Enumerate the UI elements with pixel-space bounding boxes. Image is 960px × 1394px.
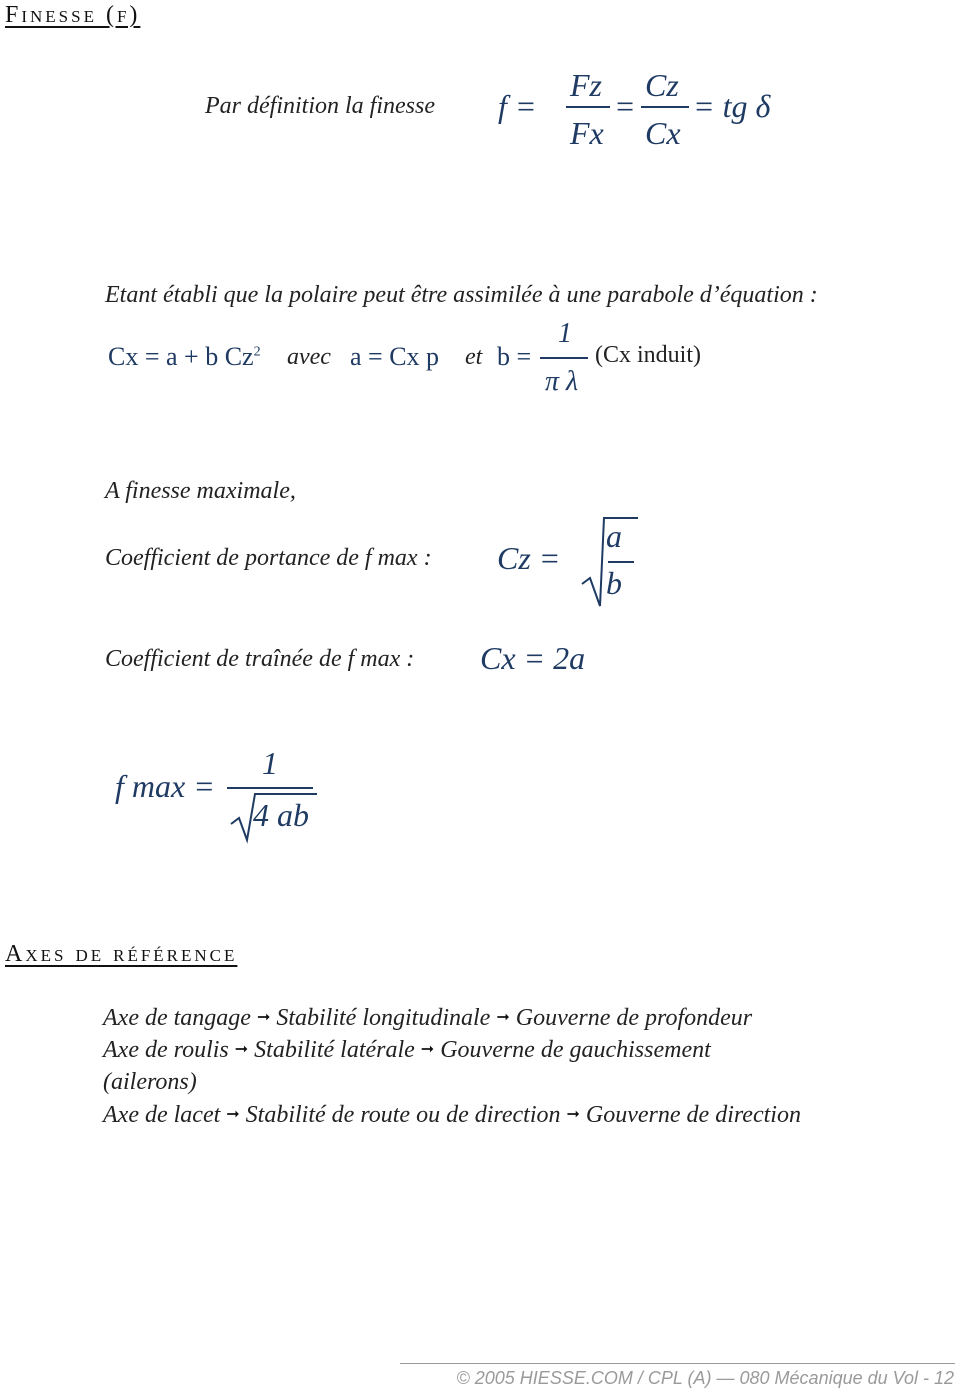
polar-denominator: π λ bbox=[545, 366, 579, 397]
polar-equation bbox=[108, 342, 261, 372]
axis-stability: Stabilité longitudinale bbox=[276, 1005, 491, 1031]
fmax-lhs: f max = bbox=[115, 768, 215, 804]
cz-equation: Cz = bbox=[497, 540, 561, 576]
fraction-cz: Cz bbox=[645, 67, 679, 103]
polar-exponent: 2 bbox=[253, 344, 261, 360]
axes-line-tangage bbox=[103, 1005, 752, 1032]
arrow-icon: ➞ bbox=[496, 1009, 510, 1026]
axis-stability: Stabilité de route ou de direction bbox=[245, 1102, 561, 1128]
fraction-bar-fz-fx bbox=[566, 106, 610, 108]
polar-avec: avec bbox=[287, 344, 331, 370]
max-intro: A finesse maximale, bbox=[105, 478, 296, 504]
polar-equation-main: Cx = a + b Cz bbox=[108, 342, 254, 371]
polar-numerator: 1 bbox=[558, 318, 572, 349]
cx-equation: Cx = 2a bbox=[480, 640, 586, 676]
axes-line-continuation: (ailerons) bbox=[103, 1069, 197, 1095]
polar-note: (Cx induit) bbox=[595, 342, 701, 368]
axis-name: Axe de roulis bbox=[103, 1037, 229, 1063]
arrow-icon: ➞ bbox=[226, 1106, 240, 1123]
fmax-numerator: 1 bbox=[262, 745, 278, 781]
axes-line-lacet bbox=[103, 1102, 801, 1129]
axis-control: Gouverne de profondeur bbox=[515, 1005, 753, 1031]
section-heading-axes: Axes de référence bbox=[5, 941, 238, 967]
polar-b-equation: b = bbox=[497, 342, 532, 371]
arrow-icon: ➞ bbox=[420, 1041, 435, 1058]
fmax-denominator: 4 ab bbox=[253, 797, 309, 833]
axis-stability: Stabilité latérale bbox=[254, 1037, 415, 1063]
axis-name: Axe de lacet bbox=[103, 1102, 221, 1128]
polar-et: et bbox=[465, 344, 483, 370]
arrow-icon: ➞ bbox=[256, 1009, 271, 1026]
axis-control: Gouverne de gauchissement bbox=[440, 1037, 711, 1063]
cz-numerator: a bbox=[606, 518, 622, 554]
arrow-icon: ➞ bbox=[566, 1106, 580, 1123]
cx-label: Coefficient de traînée de f max : bbox=[105, 646, 415, 672]
section-heading-finesse: Finesse (f) bbox=[5, 2, 141, 28]
cz-denominator: b bbox=[606, 565, 622, 601]
fraction-fz: Fz bbox=[570, 67, 602, 103]
tan-delta: = tg δ bbox=[693, 88, 771, 124]
definition-label: Par définition la finesse bbox=[205, 93, 435, 119]
cz-label: Coefficient de portance de f max : bbox=[105, 545, 432, 571]
fraction-fx: Fx bbox=[570, 115, 604, 151]
equals-sign: = bbox=[614, 88, 636, 124]
polar-fraction-bar bbox=[540, 357, 588, 359]
footer-rule bbox=[400, 1363, 955, 1364]
polar-intro: Etant établi que la polaire peut être assimilée à une parabole d’équation : bbox=[105, 282, 818, 308]
arrow-icon: ➞ bbox=[234, 1041, 249, 1058]
axis-name: Axe de tangage bbox=[103, 1005, 251, 1031]
page-footer: © 2005 HIESSE.COM / CPL (A) — 080 Mécanique du Vol - 12 bbox=[456, 1368, 954, 1388]
axis-control: Gouverne de direction bbox=[585, 1102, 801, 1128]
fraction-bar-cz-cx bbox=[641, 106, 689, 108]
definition-f: f = bbox=[498, 88, 537, 124]
axes-line-roulis bbox=[103, 1037, 711, 1064]
polar-a-equation: a = Cx p bbox=[350, 342, 440, 371]
fraction-cx: Cx bbox=[645, 115, 681, 151]
